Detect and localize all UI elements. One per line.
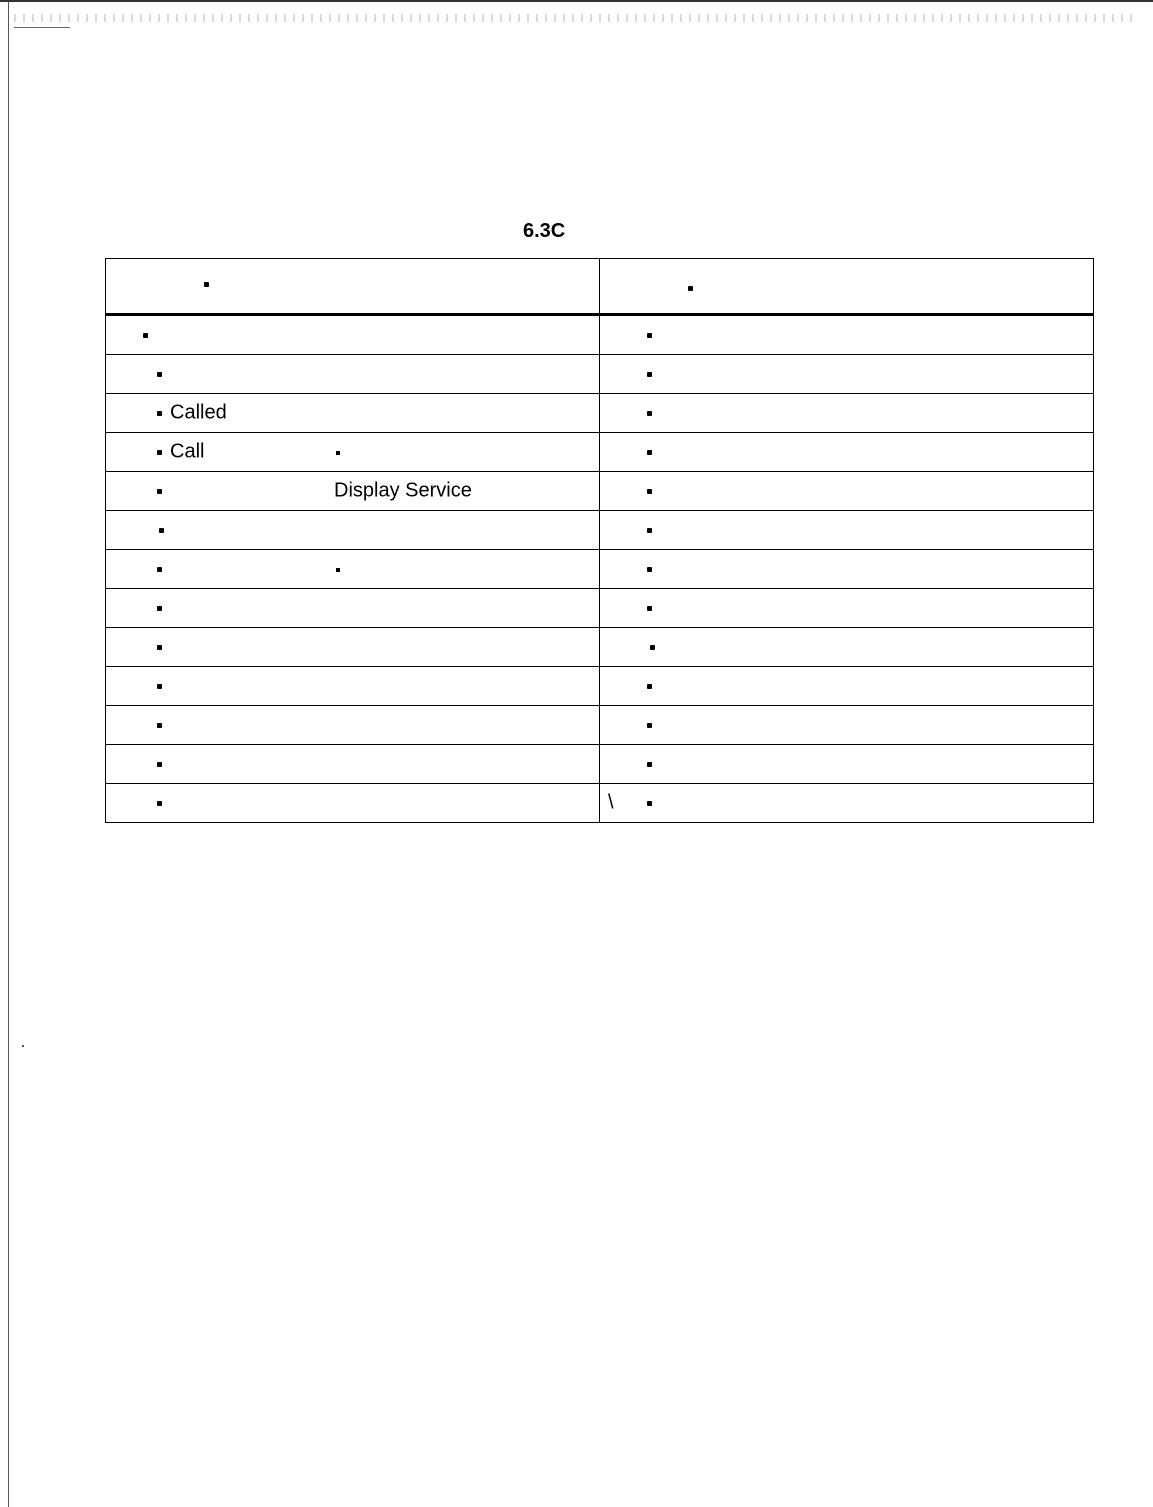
cell-text: Call [170,440,205,463]
header-cell-right [600,259,1094,315]
bullet-icon [336,451,340,455]
scan-noise-line [14,27,70,28]
table-cell-left [106,784,600,823]
bullet-icon [650,645,655,650]
table-cell-right [600,706,1094,745]
table-cell-right [600,511,1094,550]
table-cell-left [106,667,600,706]
scan-edge-left [8,0,9,1507]
table-cell-left [106,706,600,745]
table-cell-left [106,472,600,511]
bullet-icon [157,801,162,806]
bullet-icon [647,450,652,455]
table-cell-left [106,628,600,667]
table-row [106,628,1094,667]
table-cell-left [106,433,600,472]
table-cell-left [106,394,600,433]
table-cell-right [600,315,1094,355]
table-cell-right [600,784,1094,823]
bullet-icon [336,568,340,572]
table-row [106,706,1094,745]
bullet-icon [647,489,652,494]
bullet-icon [143,333,148,338]
table-cell-right [600,472,1094,511]
bullet-icon [157,372,162,377]
table-cell-right [600,394,1094,433]
bullet-icon [157,762,162,767]
table-cell-left [106,355,600,394]
table-row [106,511,1094,550]
bullet-icon [157,450,162,455]
bullet-icon [647,372,652,377]
table-title: 6.3C [523,220,566,242]
cell-text: Called [170,401,227,424]
table-row [106,745,1094,784]
bullet-icon [647,333,652,338]
bullet-icon [647,528,652,533]
bullet-icon [647,684,652,689]
bullet-icon [157,684,162,689]
table-row [106,589,1094,628]
table-cell-right [600,667,1094,706]
table-cell-right [600,589,1094,628]
table-cell-right [600,550,1094,589]
table-row [106,667,1094,706]
cell-text: \ [608,791,614,814]
table-row [106,550,1094,589]
table-row [106,433,1094,472]
table-cell-right [600,355,1094,394]
table-cell-left [106,550,600,589]
scan-edge-top [0,0,1153,2]
table-row [106,355,1094,394]
bullet-icon [647,567,652,572]
table-row [106,472,1094,511]
bullet-icon [157,606,162,611]
feature-table [105,258,1094,823]
bullet-icon [647,723,652,728]
bullet-icon [157,489,162,494]
table-cell-left [106,511,600,550]
table-cell-right [600,433,1094,472]
table-row [106,784,1094,823]
table-cell-left [106,745,600,784]
table-cell-right [600,745,1094,784]
bullet-icon [204,282,209,287]
scan-speck [22,1045,24,1047]
bullet-icon [157,411,162,416]
bullet-icon [688,286,693,291]
scan-noise [14,14,1134,22]
bullet-icon [157,567,162,572]
bullet-icon [647,411,652,416]
table-header-row [106,259,1094,315]
bullet-icon [159,528,164,533]
table-row [106,315,1094,355]
table-cell-left [106,589,600,628]
table-cell-left [106,315,600,355]
bullet-icon [157,723,162,728]
bullet-icon [157,645,162,650]
header-cell-left [106,259,600,315]
bullet-icon [647,801,652,806]
bullet-icon [647,606,652,611]
bullet-icon [647,762,652,767]
table-cell-right [600,628,1094,667]
cell-text-mid: Display Service [334,479,472,502]
table-row [106,394,1094,433]
